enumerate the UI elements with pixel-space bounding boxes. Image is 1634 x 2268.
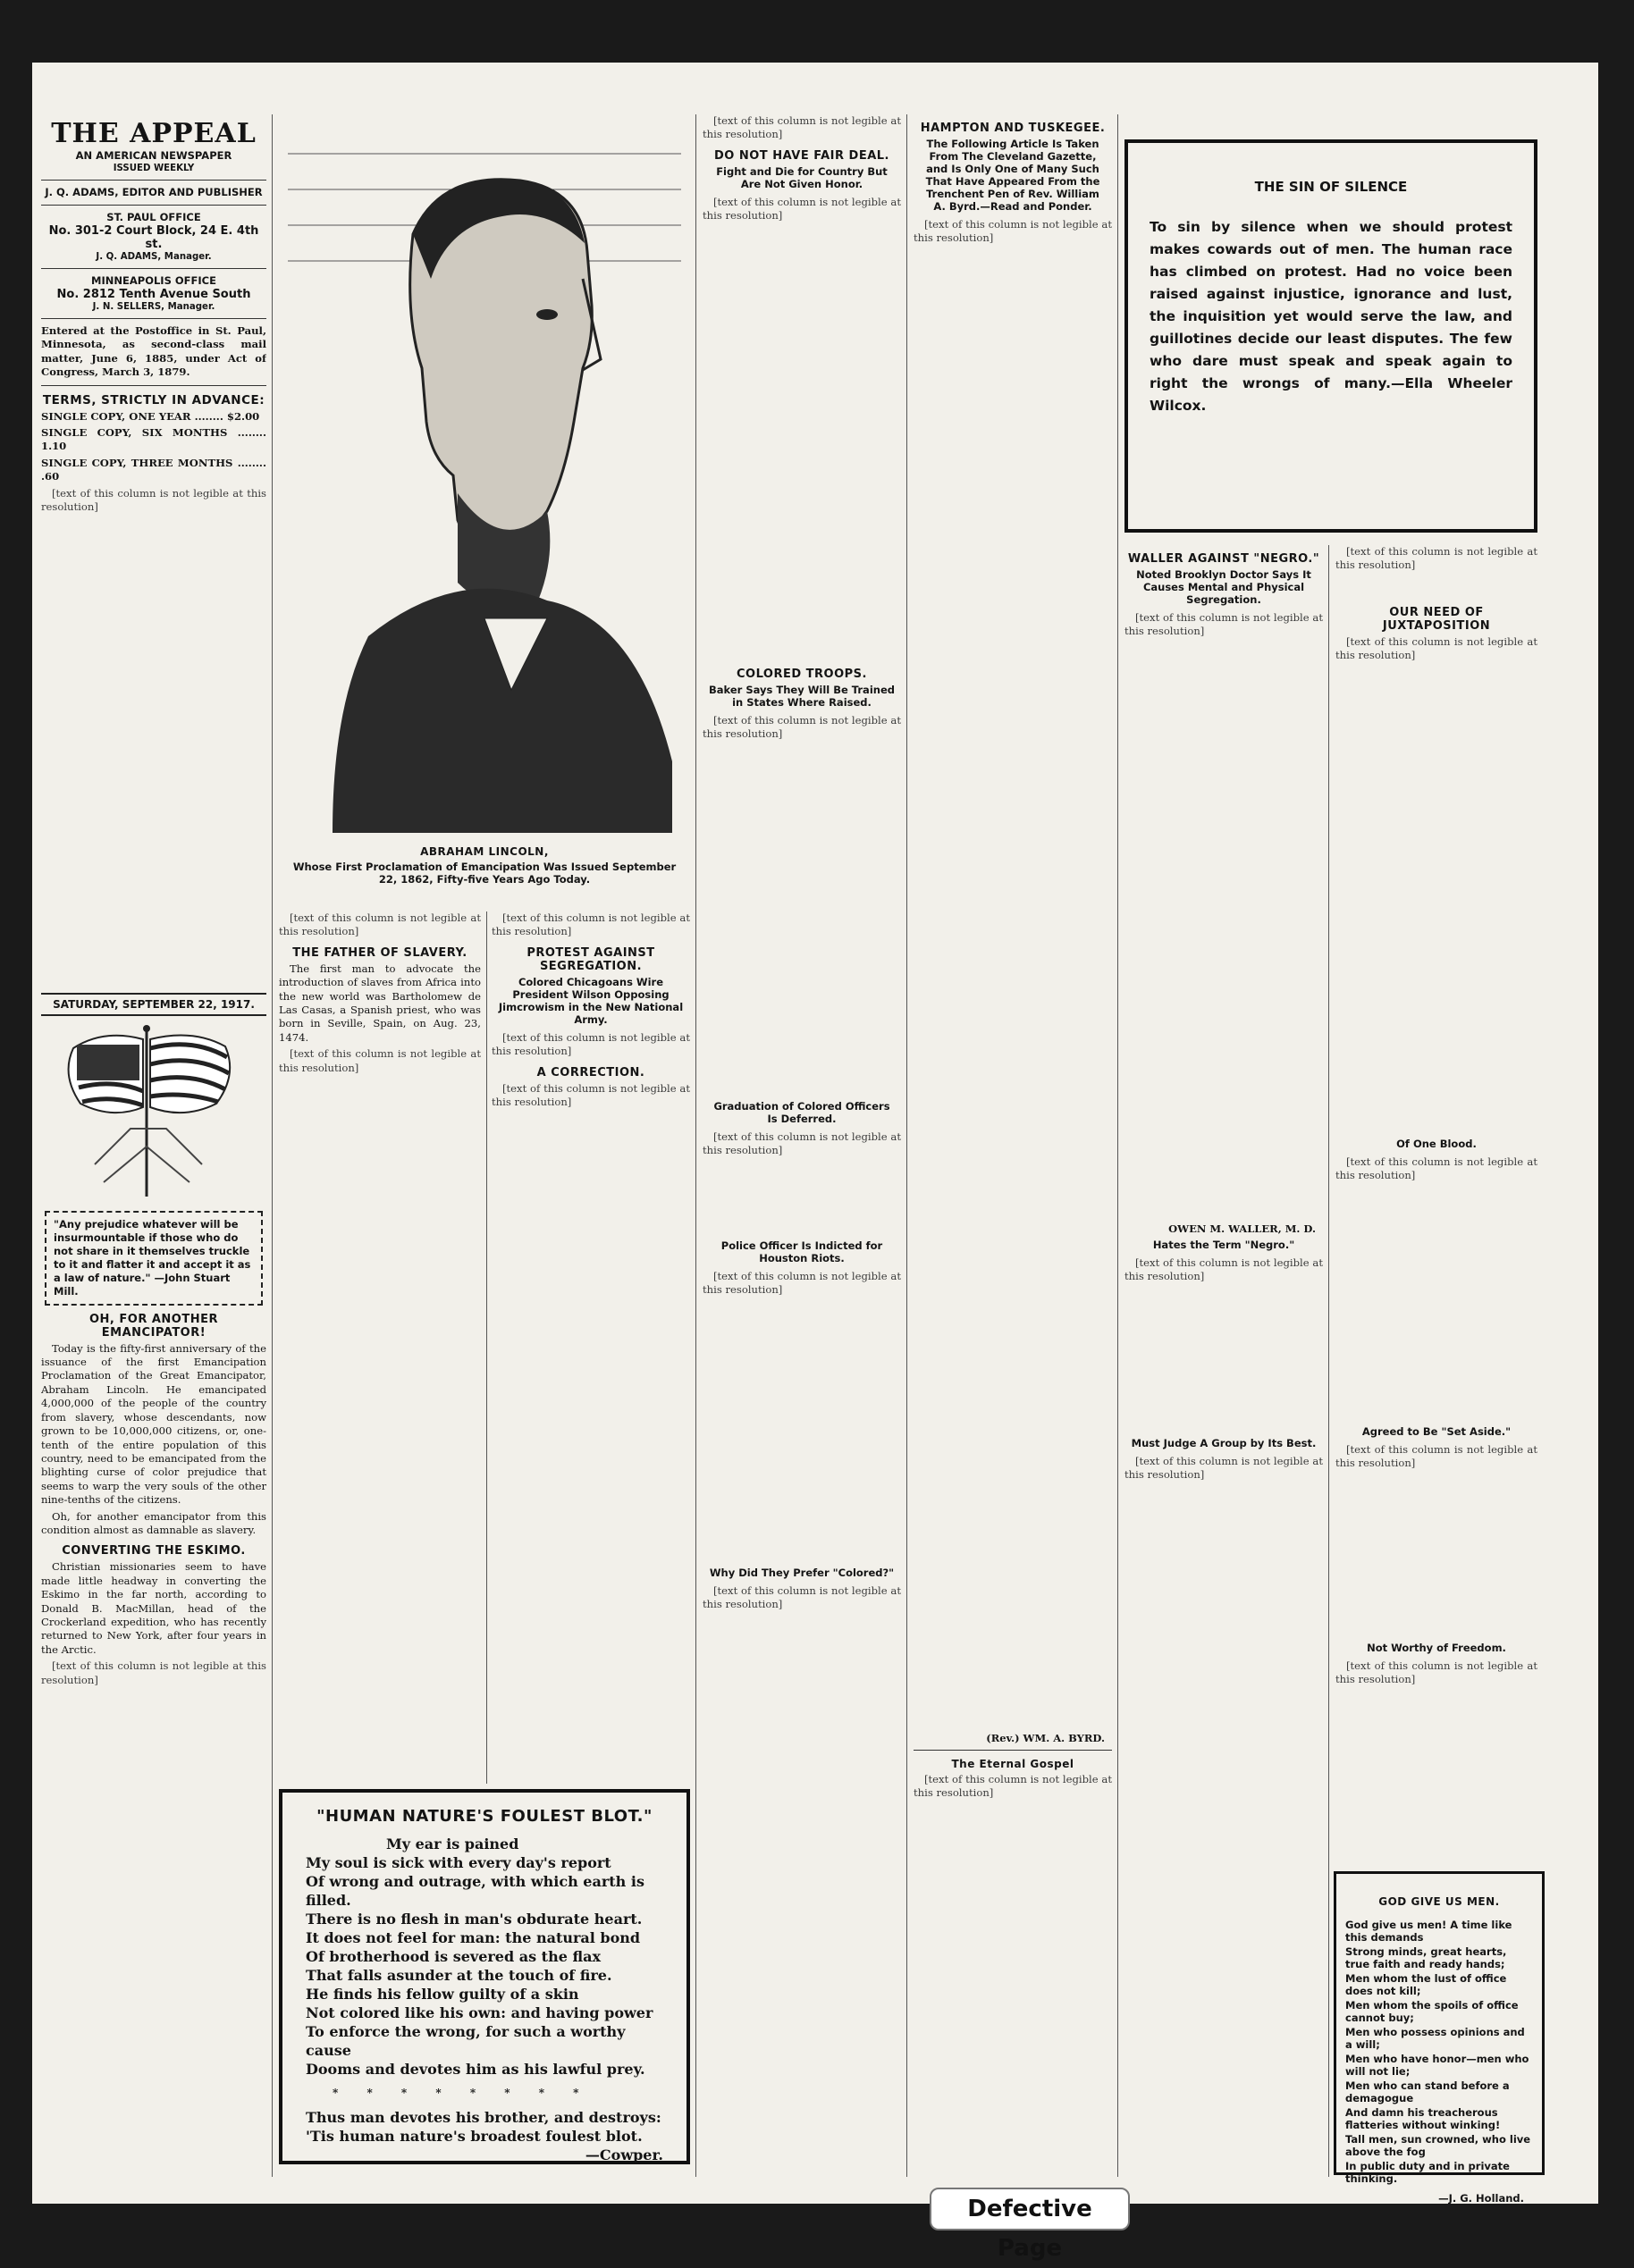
poem-line: Dooms and devotes him as his lawful prey. [306,2061,645,2078]
entered-notice: Entered at the Postoffice in St. Paul, Minnesota, as second-class mail matter, June 6, 1885, under Act of Congress, March 3, 1879. [41,324,266,379]
men-line: Men whom the spoils of office cannot buy; [1345,1999,1519,2024]
poem-line: Of brotherhood is severed as the flax [306,1948,601,1965]
waller-subheading: Noted Brooklyn Doctor Says It Causes Mental and Physical Segregation. [1136,568,1311,606]
men-line: Men whom the lust of office does not kill; [1345,1972,1507,1997]
column-6: WALLER AGAINST "NEGRO." Noted Brooklyn Doctor Says It Causes Mental and Physical Segregation. [text of this column is not legible at this resolution] OWEN M. WALLER, M. D. Hates the Term "Negro." [text of this column is not legible at this resolution] Must Judge A Group by Its Best. [text of this column is not legible at this resolution] [1124,552,1323,1482]
mpls-manager: J. N. SELLERS, Manager. [92,302,215,312]
men-line: And damn his treacherous flatteries without winking! [1345,2106,1501,2131]
column-2: [text of this column is not legible at this resolution] THE FATHER OF SLAVERY. The first man to advocate the introduction of slaves from Africa into the new world was Bartholomew de Las Casas, a Spanish priest, who was born in Seville, Spain, on Aug. 23, 1474. [text of this column is not legible at this resolution] [279,911,481,1074]
stpaul-office: ST. PAUL OFFICE [106,211,201,223]
juxtaposition-heading: OUR NEED OF JUXTAPOSITION [1382,606,1491,633]
judge-heading: Must Judge A Group by Its Best. [1131,1437,1317,1449]
lincoln-portrait-block [279,136,690,904]
american-flag-illustration [41,1021,256,1200]
terms-title: TERMS, STRICTLY IN ADVANCE: [42,392,265,407]
defective-page-stamp: Defective Page [930,2188,1130,2230]
fair-deal-heading: DO NOT HAVE FAIR DEAL. [714,148,889,163]
lincoln-name: ABRAHAM LINCOLN, [420,845,549,858]
newspaper-page [32,63,1598,2204]
mpls-office: MINNEAPOLIS OFFICE [91,274,216,287]
column-rule [1117,114,1118,2177]
graduation-heading: Graduation of Colored Officers Is Deferred. [713,1099,890,1125]
men-author: —J. G. Holland. [1438,2192,1524,2204]
poem-box [279,1789,690,2164]
men-line: Men who can stand before a demagogue [1345,2079,1510,2104]
masthead-title: THE APPEAL [51,118,257,149]
protest-subheading: Colored Chicagoans Wire President Wilson Opposing Jimcrowism in the New National Army. [498,975,684,1026]
troops-subheading: Baker Says They Will Be Trained in States Where Raised. [709,683,895,709]
god-give-us-men-box [1334,1871,1545,2204]
column-5: HAMPTON AND TUSKEGEE. The Following Article Is Taken From The Cleveland Gazette, and Is Only One of Many Such That Have Appeared From the Trenchent Pen of Rev. William A. Byrd.—Read and Ponder. [text of this column is not legible at this resolution] (Rev.) WM. A. BYRD. The Eternal Gospel [text of this column is not legible at this resolution] [914,122,1112,1800]
sin-of-silence-box [1124,139,1537,533]
terms-line: SINGLE COPY, ONE YEAR ........ $2.00 [41,409,260,423]
hates-heading: Hates the Term "Negro." [1152,1239,1295,1251]
column-rule [272,114,273,2177]
men-line: Men who have honor—men who will not lie; [1345,2053,1529,2078]
poem-line: To enforce the wrong, for such a worthy cause [306,2023,626,2059]
terms-line: SINGLE COPY, SIX MONTHS ........ 1.10 [41,426,266,453]
column-7: [text of this column is not legible at this resolution] OUR NEED OF JUXTAPOSITION [text of this column is not legible at this resolution] Of One Blood. [text of this column is not legible at this resolution] Agreed to Be "Set Aside." [text of this column is not legible at this resolution] Not Worthy of Freedom. [text of this column is not legible at this resolution] [1335,545,1537,1686]
hampton-subheading: The Following Article Is Taken From The Cleveland Gazette, and Is Only One of Many Such That Have Appeared From the Trenchent Pen of Rev. William A. Byrd.—Read and Ponder. [925,138,1100,213]
fair-deal-subheading: Fight and Die for Country But Are Not Given Honor. [716,164,888,190]
column-rule [695,114,696,2177]
sin-title: THE SIN OF SILENCE [1254,179,1408,195]
column-rule [1328,545,1329,2177]
why-colored-heading: Why Did They Prefer "Colored?" [709,1566,895,1579]
poem-close: Thus man devotes his brother, and destroys: [306,2109,661,2126]
mpls-address: No. 2812 Tenth Avenue South [56,288,251,301]
poem-line: He finds his fellow guilty of a skin [306,1986,579,2003]
hampton-heading: HAMPTON AND TUSKEGEE. [920,122,1106,135]
column-3: [text of this column is not legible at this resolution] PROTEST AGAINST SEGREGATION. Colored Chicagoans Wire President Wilson Opposing Jimcrowism in the New National Army. [text of this column is not legible at this resolution] A CORRECTION. [text of this column is not legible at this resolution] [492,911,690,1109]
set-aside-heading: Agreed to Be "Set Aside." [1361,1425,1512,1438]
men-title: GOD GIVE US MEN. [1378,1895,1500,1908]
waller-signature: OWEN M. WALLER, M. D. [1168,1222,1316,1235]
slavery-body: The first man to advocate the introduction of slaves from Africa into the new world was Bartholomew de Las Casas, a Spanish priest, who was born in Seville, Spain, on Aug. 23, 1474. [279,962,481,1044]
poem-author: —Cowper. [585,2146,663,2163]
poem-close: 'Tis human nature's broadest foulest blot. [306,2128,643,2145]
men-line: Men who possess opinions and a will; [1345,2026,1525,2051]
poem-line: My soul is sick with every day's report [306,1854,611,1871]
sin-body: To sin by silence when we should protest makes cowards out of men. The human race has climbed on protest. Had no voice been raised against injustice, ignorance and lust, the inquisition yet would serve the law, and guillotines decide our least disputes. The few who dare must speak and speak again to right the wrongs of many.—Ella Wheeler Wilcox. [1150,219,1512,414]
stpaul-manager: J. Q. ADAMS, Manager. [96,252,212,262]
mill-quote-box: "Any prejudice whatever will be insurmountable if those who do not share in it themselves truckle to it and flatter it and accept it as a law of nature." —John Stuart Mill. [45,1211,263,1306]
not-worthy-heading: Not Worthy of Freedom. [1367,1642,1506,1654]
column-rule [486,911,487,1784]
waller-heading: WALLER AGAINST "NEGRO." [1127,552,1320,566]
masthead-subtitle: AN AMERICAN NEWSPAPER [75,149,232,162]
poem-line: Of wrong and outrage, with which earth is filled. [306,1873,644,1909]
column-1 [41,114,266,2177]
emancipator-tail: Oh, for another emancipator from this condition almost as damnable as slavery. [41,1509,266,1536]
masthead-issued: ISSUED WEEKLY [113,164,195,173]
eskimo-continued: [text of this column is not legible at this resolution] [41,1659,266,1686]
poem-line: There is no flesh in man's obdurate heart. [306,1911,643,1928]
emancipator-body: Today is the fifty-first anniversary of the issuance of the first Emancipation Proclamation of the Great Emancipator, Abraham Lincoln. He emancipated 4,000,000 of the people of the country from slavery, whose descendants, now grown to be 10,000,000 citizens, or, one-tenth of the entire population of this country, need to be emancipated from the blighting curse of color prejudice that seems to warp the very souls of the other nine-tenths of the citizens. [41,1341,266,1507]
masthead-editor: J. Q. ADAMS, EDITOR AND PUBLISHER [45,186,263,198]
column-4: [text of this column is not legible at this resolution] DO NOT HAVE FAIR DEAL. Fight and Die for Country But Are Not Given Honor. [text of this column is not legible at this resolution] COLORED TROOPS. Baker Says They Will Be Trained in States Where Raised. [text of this column is not legible at this resolution] Graduation of Colored Officers Is Deferred. [text of this column is not legible at this resolution] Police Officer Is Indicted for Houston Riots. [text of this column is not legible at this resolution] Why Did They Prefer "Colored?" [text of this column is not legible at this resolution] [703,114,901,1611]
slavery-heading: THE FATHER OF SLAVERY. [292,945,467,960]
column-rule [906,114,907,2177]
gospel-heading: The Eternal Gospel [951,1758,1074,1770]
poem-line: That falls asunder at the touch of fire. [306,1967,612,1984]
eskimo-heading: CONVERTING THE ESKIMO. [62,1544,246,1558]
men-line: Strong minds, great hearts, true faith and ready hands; [1345,1945,1507,1970]
eskimo-body: Christian missionaries seem to have made little headway in converting the Eskimo in the far north, according to Donald B. MacMillan, head of the Crockerland expedition, who has recently returned to New York, after four years in the Arctic. [41,1560,266,1656]
troops-heading: COLORED TROOPS. [737,667,867,681]
men-line: God give us men! A time like this demands [1345,1919,1512,1944]
men-line: In public duty and in private thinking. [1345,2160,1510,2185]
one-blood-heading: Of One Blood. [1396,1138,1477,1150]
poem-line: It does not feel for man: the natural bond [306,1929,641,1946]
lincoln-portrait-illustration [279,136,690,833]
poem-stars: * * * * * * * * [333,2087,592,2099]
terms-fine-print: [text of this column is not legible at this resolution] [41,486,266,514]
issue-date: SATURDAY, SEPTEMBER 22, 1917. [41,993,266,1016]
officer-heading: Police Officer Is Indicted for Houston Riots. [720,1239,883,1264]
men-line: Tall men, sun crowned, who live above the fog [1345,2133,1531,2158]
poem-line: Not colored like his own: and having power [306,2004,653,2021]
lincoln-caption: Whose First Proclamation of Emancipation Was Issued September 22, 1862, Fifty-five Years Ago Today. [292,861,677,886]
protest-heading: PROTEST AGAINST SEGREGATION. [526,945,655,973]
hampton-signature: (Rev.) WM. A. BYRD. [986,1732,1105,1744]
emancipator-heading: OH, FOR ANOTHER EMANCIPATOR! [89,1312,218,1340]
poem-line: My ear is pained [386,1835,519,1852]
correction-heading: A CORRECTION. [536,1065,645,1079]
poem-title: "HUMAN NATURE'S FOULEST BLOT." [316,1807,653,1826]
terms-line: SINGLE COPY, THREE MONTHS ........ .60 [41,456,266,483]
stpaul-address: No. 301-2 Court Block, 24 E. 4th st. [48,224,259,251]
